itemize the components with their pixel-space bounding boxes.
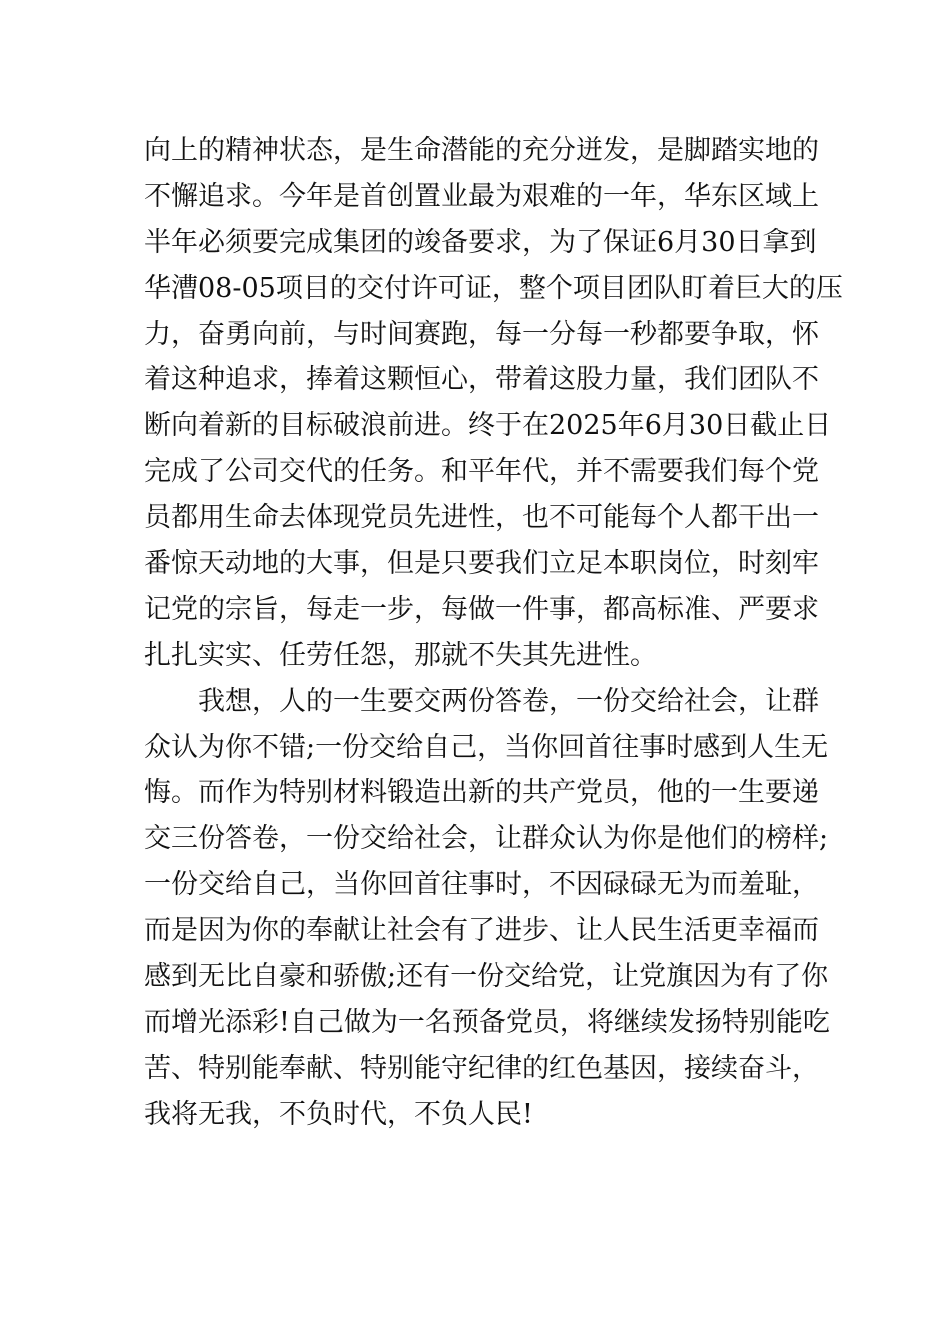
text-line: 力，奋勇向前，与时间赛跑，每一分每一秒都要争取，怀 — [144, 318, 819, 350]
body-text — [144, 128, 843, 1138]
text-line: 不懈追求。今年是首创置业最为艰难的一年，华东区域上 — [144, 180, 819, 212]
text-line: 员都用生命去体现党员先进性，也不可能每个人都干出一 — [144, 502, 819, 534]
paragraph-1 — [144, 128, 843, 679]
text-line: 悔。而作为特别材料锻造出新的共产党员，他的一生要递 — [144, 777, 819, 809]
text-line: 而增光添彩!自己做为一名预备党员，将继续发扬特别能吃 — [144, 1006, 830, 1038]
text-line: 一份交给自己，当你回首往事时，不因碌碌无为而羞耻， — [144, 869, 819, 901]
text-line: 苦、特别能奉献、特别能守纪律的红色基因，接续奋斗， — [144, 1052, 819, 1084]
paragraph-2 — [144, 679, 830, 1138]
text-line: 扎扎实实、任劳任怨，那就不失其先进性。 — [144, 639, 657, 671]
text-line: 断向着新的目标破浪前进。终于在2025年6月30日截止日 — [144, 410, 832, 442]
text-line: 向上的精神状态，是生命潜能的充分迸发，是脚踏实地的 — [144, 135, 819, 166]
text-line: 着这种追求，捧着这颗恒心，带着这股力量，我们团队不 — [144, 364, 819, 396]
text-line: 半年必须要完成集团的竣备要求，为了保证6月30日拿到 — [144, 226, 817, 258]
text-line: 华漕08-05项目的交付许可证，整个项目团队盯着巨大的压 — [144, 272, 843, 304]
text-line: 众认为你不错;一份交给自己，当你回首往事时感到人生无 — [144, 731, 829, 763]
text-line: 我将无我，不负时代，不负人民! — [144, 1098, 533, 1130]
text-line: 而是因为你的奉献让社会有了进步、让人民生活更幸福而 — [144, 915, 819, 947]
text-line: 完成了公司交代的任务。和平年代，并不需要我们每个党 — [144, 456, 819, 488]
text-line: 记党的宗旨，每走一步，每做一件事，都高标准、严要求 — [144, 593, 819, 625]
text-line: 交三份答卷，一份交给社会，让群众认为你是他们的榜样; — [144, 823, 829, 855]
text-line: 感到无比自豪和骄傲;还有一份交给党，让党旗因为有了你 — [144, 961, 829, 993]
text-line: 我想，人的一生要交两份答卷，一份交给社会，让群 — [198, 685, 819, 717]
text-line: 番惊天动地的大事，但是只要我们立足本职岗位，时刻牢 — [144, 548, 819, 580]
